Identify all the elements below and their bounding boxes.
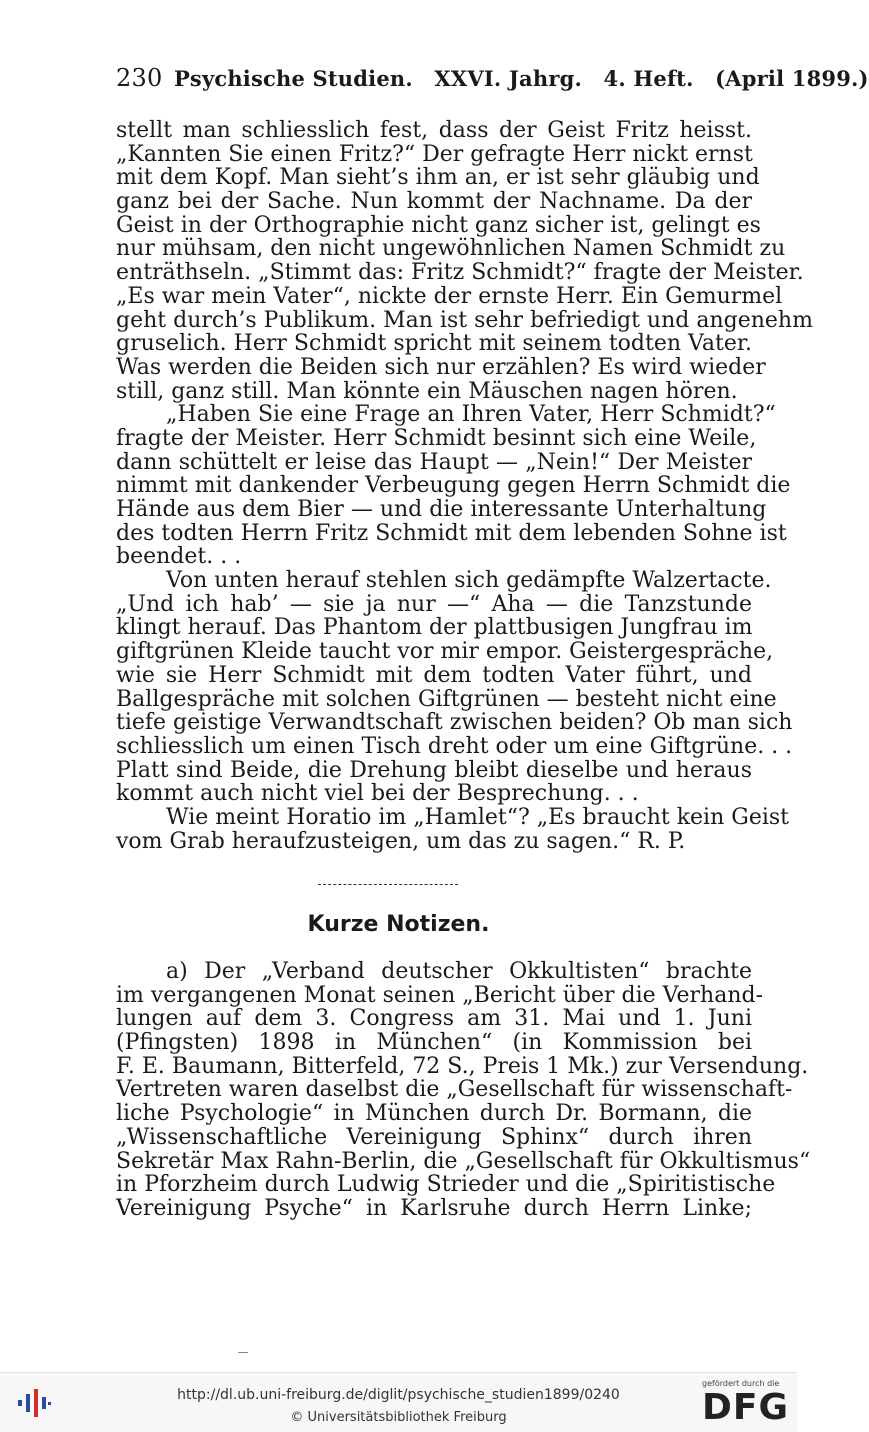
page-mark (238, 1352, 248, 1353)
text-line: nimmt mit dankender Verbeugung gegen Herrn Schmidt die (116, 473, 791, 499)
section-divider (318, 884, 458, 887)
text-line: enträthseln. „Stimmt das: Fritz Schmidt?“ fragte der Meister. (116, 260, 804, 286)
text-line: giftgrünen Kleide taucht vor mir empor. Geistergespräche, (116, 639, 774, 665)
text-line: „Es war mein Vater“, nickte der ernste Herr. Ein Gemurmel (116, 283, 783, 309)
text-line: Sekretär Max Rahn-Berlin, die „Gesellschaft für Okkultismus“ (116, 1148, 811, 1174)
text-line: a) Der „Verband deutscher Okkultisten“ brachte (166, 959, 752, 984)
text-line: nur mühsam, den nicht ungewöhnlichen Namen Schmidt zu (116, 236, 786, 262)
text-line: gruselich. Herr Schmidt spricht mit seinem todten Vater. (116, 331, 752, 357)
journal-title: Psychische Studien. (173, 66, 413, 91)
text-line: Von unten herauf stehlen sich gedämpfte Walzertacte. (166, 568, 772, 594)
text-line: tiefe geistige Verwandtschaft zwischen beiden? Ob man sich (116, 710, 793, 736)
text-line: vom Grab heraufzusteigen, um das zu sagen.“ R. P. (116, 828, 686, 854)
copyright-notice: © Universitätsbibliothek Freiburg (290, 1410, 507, 1425)
text-line: stellt man schliesslich fest, dass der Geist Fritz heisst. (116, 118, 752, 143)
text-line: Wie meint Horatio im „Hamlet“? „Es braucht kein Geist (166, 804, 790, 830)
text-line: „Wissenschaftliche Vereinigung Sphinx“ durch ihren (116, 1124, 752, 1150)
permalink-url[interactable]: http://dl.ub.uni-freiburg.de/diglit/psychische_studien1899/0240 (177, 1387, 620, 1403)
notes-text (116, 959, 811, 1221)
text-line: (Pfingsten) 1898 in München“ (in Kommission bei (116, 1030, 752, 1056)
text-line: ganz bei der Sache. Nun kommt der Nachname. Da der (116, 189, 752, 215)
text-line: Geist in der Orthographie nicht ganz sicher ist, gelingt es (116, 212, 761, 238)
text-line: beendet. . . (116, 544, 242, 570)
text-line: F. E. Baumann, Bitterfeld, 72 S., Preis 1 Mk.) zur Versendung. (116, 1053, 809, 1079)
text-line: wie sie Herr Schmidt mit dem todten Vater führt, und (116, 662, 752, 688)
article-text (116, 118, 813, 854)
text-line: liche Psychologie“ in München durch Dr. Bormann, die (116, 1101, 752, 1127)
text-line: Platt sind Beide, die Drehung bleibt dieselbe und heraus (116, 757, 752, 783)
text-line: Vereinigung Psyche“ in Karlsruhe durch Herrn Linke; (116, 1195, 752, 1221)
text-line: still, ganz still. Man könnte ein Mäuschen nagen hören. (116, 378, 738, 404)
text-line: Was werden die Beiden sich nur erzählen? Es wird wieder (116, 354, 766, 380)
text-line: „Haben Sie eine Frage an Ihren Vater, Herr Schmidt?“ (166, 402, 776, 428)
text-line: geht durch’s Publikum. Man ist sehr befriedigt und angenehm (116, 307, 813, 333)
text-line: des todten Herrn Fritz Schmidt mit dem lebenden Sohne ist (116, 520, 787, 546)
text-line: mit dem Kopf. Man sieht’s ihm an, er ist sehr gläubig und (116, 165, 760, 191)
volume: XXVI. Jahrg. (434, 66, 582, 91)
running-head (116, 64, 869, 92)
text-line: klingt herauf. Das Phantom der plattbusigen Jungfrau im (116, 615, 753, 641)
text-line: Hände aus dem Bier — und die interessante Unterhaltung (116, 497, 767, 522)
text-line: dann schüttelt er leise das Haupt — „Nein!“ Der Meister (116, 449, 752, 475)
dfg-logo-text: DFG (702, 1387, 790, 1428)
viewer-footer (0, 1372, 797, 1432)
text-line: Vertreten waren daselbst die „Gesellschaft für wissenschaft- (116, 1077, 793, 1103)
text-line: lungen auf dem 3. Congress am 31. Mai und 1. Juni (116, 1006, 752, 1032)
text-line: Ballgespräche mit solchen Giftgrünen — besteht nicht eine (116, 686, 777, 712)
text-line: fragte der Meister. Herr Schmidt besinnt sich eine Weile, (116, 425, 757, 451)
text-line: „Und ich hab’ — sie ja nur —“ Aha — die Tanzstunde (116, 591, 752, 617)
page-number: 230 (116, 64, 163, 92)
dfg-logo[interactable] (700, 1379, 792, 1429)
text-line: kommt auch nicht viel bei der Besprechung. . . (116, 781, 639, 807)
text-line: im vergangenen Monat seinen „Bericht über die Verhand- (116, 982, 764, 1008)
text-line: in Pforzheim durch Ludwig Strieder und die „Spiritistische (116, 1172, 776, 1198)
section-heading: Kurze Notizen. (307, 912, 490, 937)
text-line: „Kannten Sie einen Fritz?“ Der gefragte Herr nickt ernst (116, 141, 753, 167)
text-line: schliesslich um einen Tisch dreht oder um eine Giftgrüne. . . (116, 733, 793, 759)
issue: 4. Heft. (603, 66, 694, 91)
issue-date: (April 1899.) (715, 66, 869, 91)
sponsor-caption: gefördert durch die (702, 1379, 780, 1388)
